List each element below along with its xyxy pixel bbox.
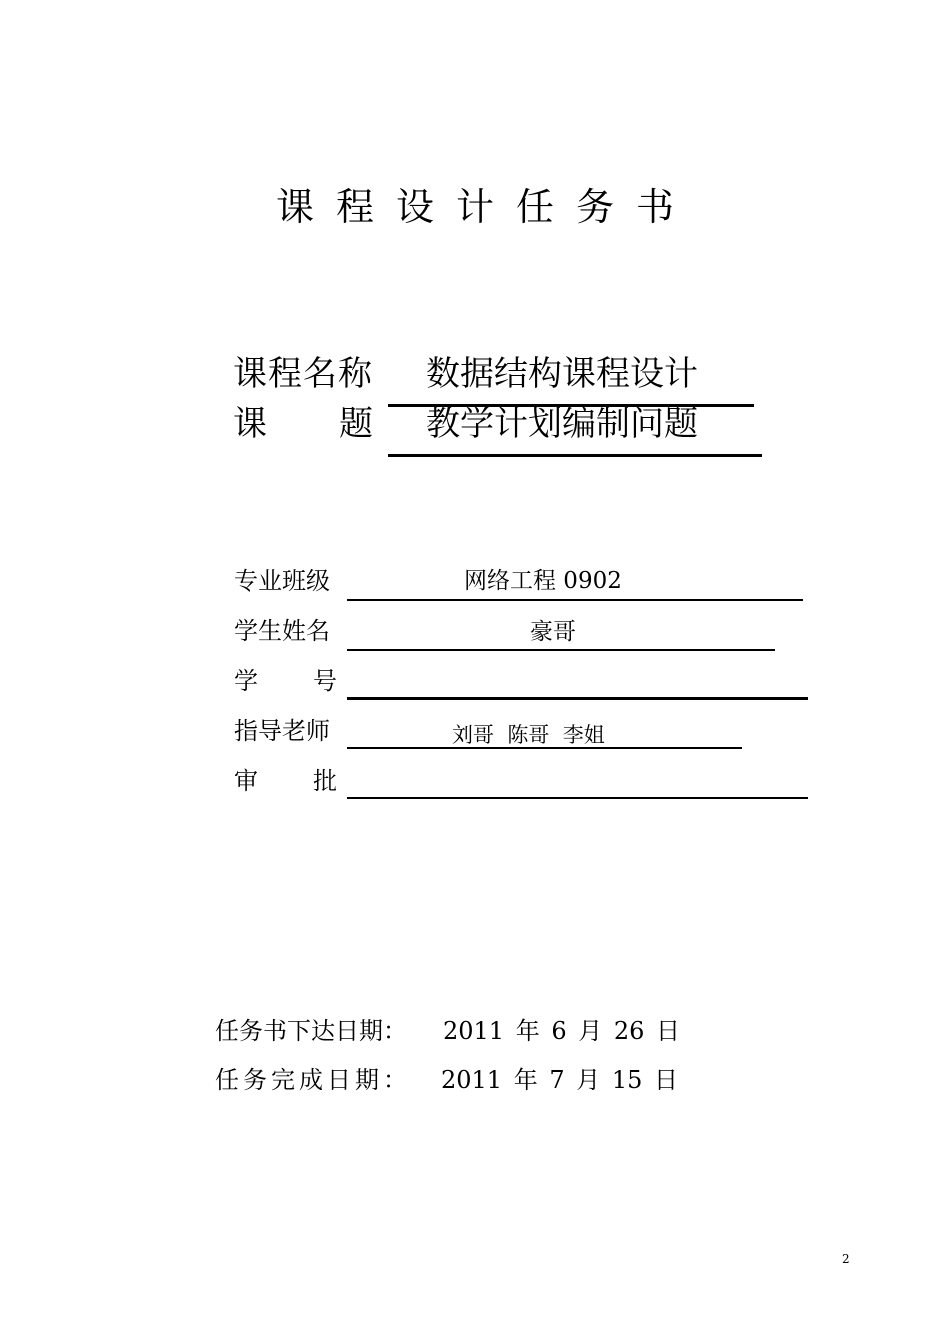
completion-date-value: 2011 年 7 月 15 日 — [441, 1066, 679, 1094]
major-class-label: 专业班级 — [234, 567, 330, 595]
student-id-underline — [347, 697, 808, 700]
student-id-label-left: 学 — [234, 667, 258, 695]
topic-underline — [388, 454, 762, 457]
page-number: 2 — [842, 1252, 850, 1266]
student-name-value: 豪哥 — [530, 619, 576, 645]
major-class-value: 网络工程 0902 — [464, 568, 622, 594]
approval-label-right: 批 — [313, 767, 337, 795]
major-class-underline — [347, 599, 803, 601]
course-name-label: 课程名称 — [233, 354, 373, 394]
topic-value: 教学计划编制问题 — [426, 404, 698, 444]
approval-label-left: 审 — [234, 767, 258, 795]
student-id-label-right: 号 — [313, 667, 337, 695]
issue-date-label: 任务书下达日期： — [215, 1017, 407, 1045]
student-name-underline — [347, 649, 775, 651]
issue-date-value: 2011 年 6 月 26 日 — [443, 1017, 681, 1045]
approval-underline — [347, 797, 808, 799]
advisor-label: 指导老师 — [234, 717, 330, 745]
document-title: 课程设计任务书 — [275, 185, 696, 229]
topic-label-right: 题 — [339, 404, 373, 444]
advisor-value: 刘哥 陈哥 李姐 — [452, 723, 605, 747]
completion-date-label: 任务完成日期： — [215, 1066, 411, 1094]
student-name-label: 学生姓名 — [234, 617, 330, 645]
course-name-value: 数据结构课程设计 — [426, 354, 698, 394]
advisor-underline — [347, 747, 742, 749]
topic-label-left: 课 — [233, 404, 267, 444]
